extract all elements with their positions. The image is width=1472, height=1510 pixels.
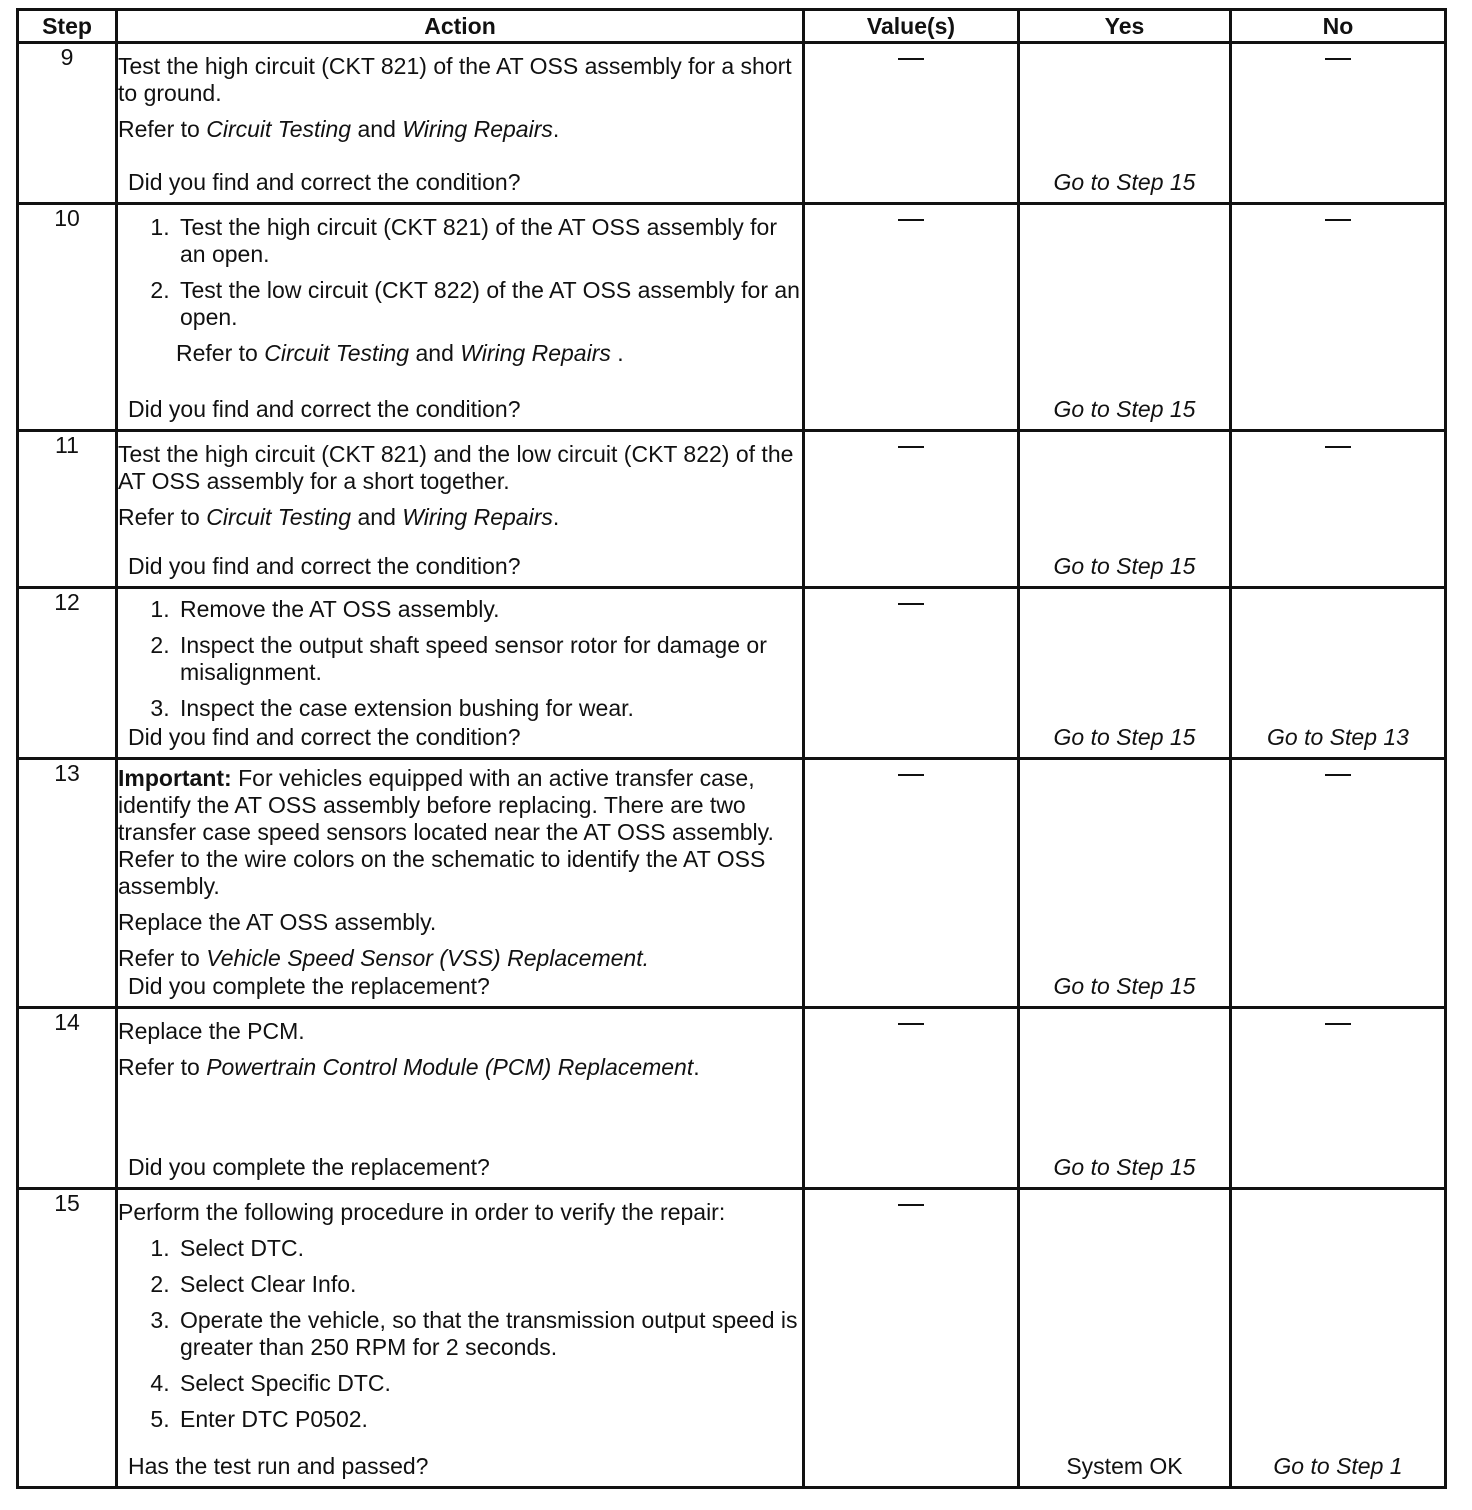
- important-note: Important: For vehicles equipped with an active transfer case, identify the AT OSS assembly before replacing. There are two transfer case speed sensors located near the AT OSS assembly. Refer to the wire colors on the schematic to identify the AT OSS assembly.: [118, 765, 774, 899]
- yes-result[interactable]: Go to Step 15: [1053, 973, 1196, 999]
- refer-line: Refer to Vehicle Speed Sensor (VSS) Replacement.: [118, 945, 649, 971]
- action-list: [118, 596, 802, 722]
- table-row: [18, 431, 1446, 588]
- step-number: 13: [18, 759, 117, 1008]
- important-label: Important:: [118, 765, 232, 791]
- step-number: 9: [18, 43, 117, 204]
- list-item: 5. Enter DTC P0502.: [176, 1406, 802, 1433]
- list-item: 1. Remove the AT OSS assembly.: [176, 596, 802, 623]
- question-text: Did you find and correct the condition?: [128, 553, 521, 579]
- action-cell: [117, 588, 804, 759]
- action-text: Test the high circuit (CKT 821) of the AT OSS assembly for a short to ground.: [118, 53, 792, 106]
- list-item: 2. Test the low circuit (CKT 822) of the AT OSS assembly for an open.: [176, 277, 802, 331]
- dash-mark: [898, 58, 924, 60]
- list-item: 3. Operate the vehicle, so that the transmission output speed is greater than 250 RPM for 2 seconds.: [176, 1307, 802, 1361]
- no-cell: [1231, 759, 1446, 1008]
- reference-link[interactable]: Wiring Repairs: [402, 116, 553, 142]
- value-cell: [804, 204, 1019, 431]
- yes-cell: [1019, 588, 1231, 759]
- yes-result[interactable]: Go to Step 15: [1053, 1154, 1196, 1180]
- yes-result[interactable]: Go to Step 15: [1053, 553, 1196, 579]
- diagnostic-table: [16, 8, 1447, 1489]
- yes-result[interactable]: Go to Step 15: [1053, 724, 1196, 750]
- dash-mark: [1325, 219, 1351, 221]
- yes-result[interactable]: Go to Step 15: [1053, 396, 1196, 422]
- table-row: [18, 204, 1446, 431]
- list-item: 3. Inspect the case extension bushing for wear.: [176, 695, 802, 722]
- list-item: 4. Select Specific DTC.: [176, 1370, 802, 1397]
- reference-link[interactable]: Circuit Testing: [206, 116, 352, 142]
- table-row: [18, 43, 1446, 204]
- no-result[interactable]: Go to Step 13: [1267, 724, 1409, 750]
- header-step: Step: [18, 10, 117, 43]
- header-action: Action: [117, 10, 804, 43]
- action-cell: [117, 1189, 804, 1488]
- dash-mark: [1325, 774, 1351, 776]
- no-cell: [1231, 588, 1446, 759]
- action-cell: [117, 43, 804, 204]
- value-cell: [804, 759, 1019, 1008]
- no-cell: [1231, 1008, 1446, 1189]
- dash-mark: [898, 446, 924, 448]
- yes-cell: [1019, 1008, 1231, 1189]
- header-values: Value(s): [804, 10, 1019, 43]
- list-item: 2. Inspect the output shaft speed sensor rotor for damage or misalignment.: [176, 632, 802, 686]
- yes-cell: [1019, 204, 1231, 431]
- table-row: [18, 1189, 1446, 1488]
- dash-mark: [898, 603, 924, 605]
- value-cell: [804, 588, 1019, 759]
- question-text: Did you find and correct the condition?: [128, 724, 521, 750]
- action-text: Replace the PCM.: [118, 1018, 305, 1044]
- dash-mark: [1325, 1023, 1351, 1025]
- question-text: Has the test run and passed?: [128, 1453, 429, 1479]
- value-cell: [804, 431, 1019, 588]
- dash-mark: [898, 219, 924, 221]
- action-text: Replace the AT OSS assembly.: [118, 909, 437, 935]
- question-text: Did you complete the replacement?: [128, 1154, 490, 1180]
- question-text: Did you find and correct the condition?: [128, 396, 521, 422]
- table-row: [18, 588, 1446, 759]
- action-text: Perform the following procedure in order to verify the repair:: [118, 1199, 726, 1225]
- reference-link[interactable]: Circuit Testing: [206, 504, 352, 530]
- reference-link[interactable]: Wiring Repairs: [460, 340, 611, 366]
- dash-mark: [898, 774, 924, 776]
- yes-cell: [1019, 1189, 1231, 1488]
- yes-cell: [1019, 43, 1231, 204]
- action-cell: [117, 204, 804, 431]
- header-no: No: [1231, 10, 1446, 43]
- list-item: 1. Test the high circuit (CKT 821) of the AT OSS assembly for an open.: [176, 214, 802, 268]
- refer-line: Refer to Circuit Testing and Wiring Repairs .: [176, 340, 624, 366]
- reference-link[interactable]: Wiring Repairs: [402, 504, 553, 530]
- value-cell: [804, 1008, 1019, 1189]
- action-cell: [117, 1008, 804, 1189]
- refer-line: Refer to Powertrain Control Module (PCM) Replacement.: [118, 1054, 700, 1080]
- step-number: 12: [18, 588, 117, 759]
- action-list: [118, 214, 802, 331]
- table-row: [18, 759, 1446, 1008]
- step-number: 11: [18, 431, 117, 588]
- reference-link[interactable]: Vehicle Speed Sensor (VSS) Replacement.: [206, 945, 649, 971]
- step-number: 10: [18, 204, 117, 431]
- list-item: 2. Select Clear Info.: [176, 1271, 802, 1298]
- dash-mark: [898, 1204, 924, 1206]
- list-item: 1. Select DTC.: [176, 1235, 802, 1262]
- action-cell: [117, 759, 804, 1008]
- question-text: Did you complete the replacement?: [128, 973, 490, 999]
- refer-line: Refer to Circuit Testing and Wiring Repairs.: [118, 116, 560, 142]
- value-cell: [804, 43, 1019, 204]
- value-cell: [804, 1189, 1019, 1488]
- no-cell: [1231, 204, 1446, 431]
- action-text: Test the high circuit (CKT 821) and the low circuit (CKT 822) of the AT OSS assembly for a short together.: [118, 441, 794, 494]
- dash-mark: [1325, 446, 1351, 448]
- action-cell: [117, 431, 804, 588]
- table-row: [18, 1008, 1446, 1189]
- step-number: 15: [18, 1189, 117, 1488]
- refer-line: Refer to Circuit Testing and Wiring Repairs.: [118, 504, 560, 530]
- no-cell: [1231, 1189, 1446, 1488]
- reference-link[interactable]: Circuit Testing: [264, 340, 410, 366]
- yes-result[interactable]: System OK: [1066, 1453, 1183, 1479]
- header-row: [18, 10, 1446, 43]
- dash-mark: [898, 1023, 924, 1025]
- yes-result[interactable]: Go to Step 15: [1053, 169, 1196, 195]
- no-cell: [1231, 43, 1446, 204]
- no-result[interactable]: Go to Step 1: [1273, 1453, 1403, 1479]
- action-list: [118, 1235, 802, 1433]
- header-yes: Yes: [1019, 10, 1231, 43]
- question-text: Did you find and correct the condition?: [128, 169, 521, 195]
- step-number: 14: [18, 1008, 117, 1189]
- yes-cell: [1019, 759, 1231, 1008]
- reference-link[interactable]: Powertrain Control Module (PCM) Replacement: [206, 1054, 694, 1080]
- no-cell: [1231, 431, 1446, 588]
- yes-cell: [1019, 431, 1231, 588]
- dash-mark: [1325, 58, 1351, 60]
